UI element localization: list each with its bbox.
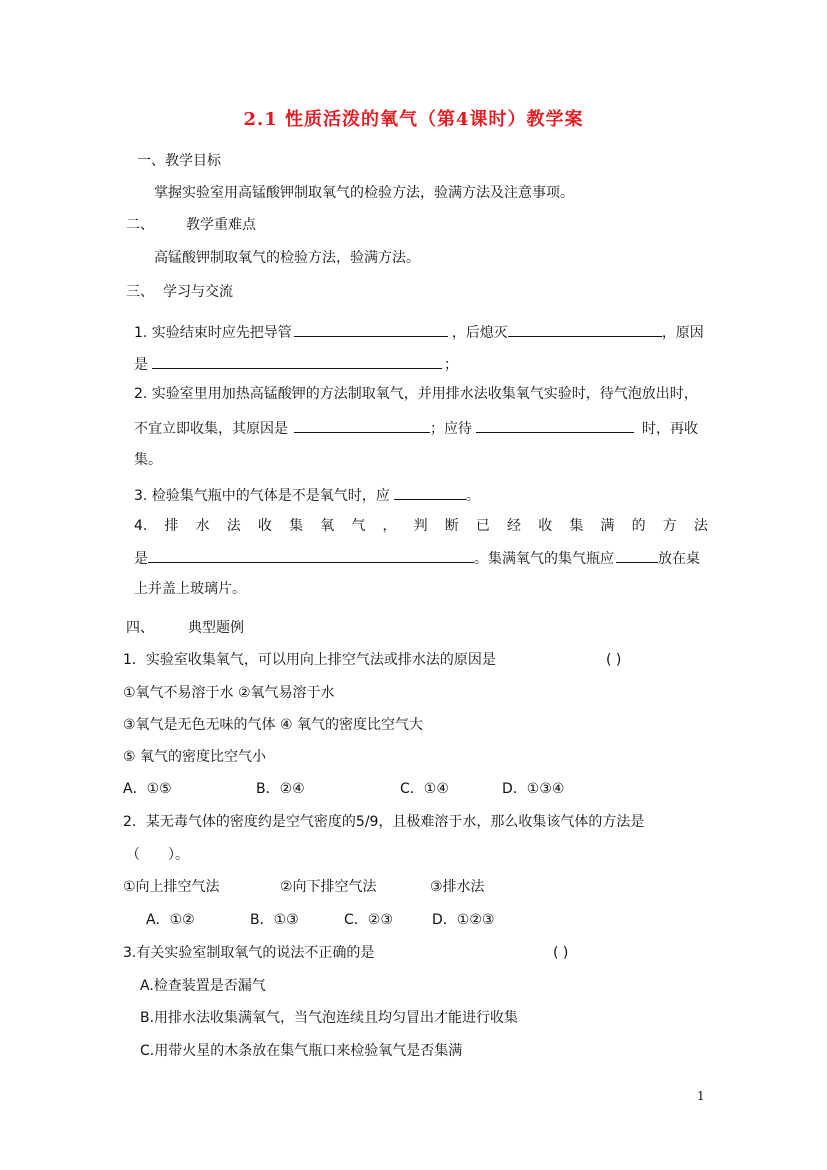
answer-blank[interactable] [616,548,658,563]
example-2-option-3: ③排水法 [430,879,485,895]
question-2-line-2 [134,418,698,438]
answer-blank[interactable] [476,418,634,433]
question-1-line-2 [134,354,458,374]
q1-text-e: ； [444,357,458,373]
example-1-choice-b: B．②④ [256,781,305,797]
question-2-line-3: 集。 [134,452,162,468]
question-2-line-1: 2. 实验室里用加热高锰酸钾的方法制取氧气，并用排水法收集氧气实验时，待气泡放出时， [134,386,698,402]
q4-char: 已 [475,518,490,534]
example-2-choice-c: C．②③ [344,912,393,928]
q4-char: 断 [444,518,459,534]
answer-blank[interactable] [508,322,662,337]
section-heading-1: 一、教学目标 [137,153,221,169]
question-4-line-1 [134,517,708,535]
q4-text-c: 。集满氧气的集气瓶应 [474,551,614,567]
q4-char: 方 [662,518,677,534]
example-3-question: 3.有关实验室制取氧气的说法不正确的是 [123,945,375,961]
example-1-options-2: ③氧气是无色无味的气体 ④ 氧气的密度比空气大 [123,717,424,733]
example-1-options-3: ⑤ 氧气的密度比空气小 [123,749,267,765]
example-2-option-1: ①向上排空气法 [123,879,220,895]
example-3-option-b: B.用排水法收集满氧气，当气泡连续且均匀冒出才能进行收集 [140,1010,519,1026]
section-heading-4: 典型题例 [188,620,244,636]
page-title: 2.1 性质活泼的氧气（第4课时）教学案 [243,109,584,130]
q4-char: 集 [289,518,304,534]
q3-text-b: 。 [465,488,480,504]
q1-text-a: 1. 实验结束时应先把导管 [134,325,292,341]
answer-blank[interactable] [152,354,442,369]
example-3-option-a: A.检查装置是否漏气 [140,978,266,994]
example-2-choice-a: A．①② [146,912,195,928]
q4-text-b: 是 [134,551,148,567]
example-1-choice-c: C．①④ [400,781,449,797]
example-2-choice-d: D．①②③ [432,912,495,928]
q4-char: 收 [538,518,553,534]
example-1-options-1: ①氧气不易溶于水 ②氧气易溶于水 [123,685,335,701]
answer-blank[interactable] [148,548,474,563]
q4-char: 氧 [320,518,335,534]
q4-char: 排 [164,518,179,534]
answer-blank[interactable] [294,322,448,337]
question-1-line-1 [134,322,704,342]
question-4-line-2 [134,548,700,568]
section-number-2: 二、 [126,217,154,233]
example-1-question: 1．实验室收集氧气，可以用向上排空气法或排水法的原因是 [123,652,496,668]
q4-char: 收 [257,518,272,534]
section-2-text: 高锰酸钾制取氧气的检验方法，验满方法。 [154,250,420,266]
example-2-choice-b: B．①③ [250,912,299,928]
q4-char: 的 [631,518,646,534]
q1-text-b: ，后熄灭 [451,325,508,341]
q4-char: 判 [413,518,428,534]
q4-char: 气 [351,518,366,534]
q4-char: 法 [693,518,708,534]
q4-char: 4. [134,518,148,534]
section-number-4: 四、 [126,620,154,636]
q2-text-b: 不宜立即收集，其原因是 [134,421,288,437]
question-3-line [134,485,480,505]
example-1-paren: ( ) [606,652,622,668]
q1-text-d: 是 [134,357,148,373]
q1-text-c: ，原因 [661,325,704,341]
q4-char: 法 [226,518,241,534]
q4-text-d: 放在桌 [658,551,700,567]
example-3-option-c: C.用带火星的木条放在集气瓶口来检验氧气是否集满 [140,1043,463,1059]
section-number-3: 三、 [126,284,154,300]
q4-char: 水 [195,518,210,534]
section-heading-3: 学习与交流 [163,284,233,300]
q2-text-d: 时，再收 [642,421,698,437]
q4-char: 满 [600,518,615,534]
answer-blank[interactable] [394,485,466,500]
page-number: 1 [697,1089,705,1103]
example-1-choice-a: A．①⑤ [123,781,172,797]
example-2-question: 2．某无毒气体的密度约是空气密度的5/9，且极难溶于水，那么收集该气体的方法是 [123,814,645,830]
q4-char: 经 [507,518,522,534]
q2-text-c: ；应待 [430,421,472,437]
question-4-line-3: 上并盖上玻璃片。 [134,581,246,597]
section-1-text: 掌握实验室用高锰酸钾制取氧气的检验方法，验满方法及注意事项。 [154,185,574,201]
q4-char: 集 [569,518,584,534]
q3-text-a: 3. 检验集气瓶中的气体是不是氧气时，应 [134,488,390,504]
q4-char: ， [382,518,397,534]
example-2-option-2: ②向下排空气法 [280,879,377,895]
example-2-paren: （ ）。 [126,847,189,863]
answer-blank[interactable] [294,418,430,433]
section-heading-2: 教学重难点 [186,217,256,233]
example-1-choice-d: D．①③④ [502,781,565,797]
example-3-paren: ( ) [553,945,569,961]
